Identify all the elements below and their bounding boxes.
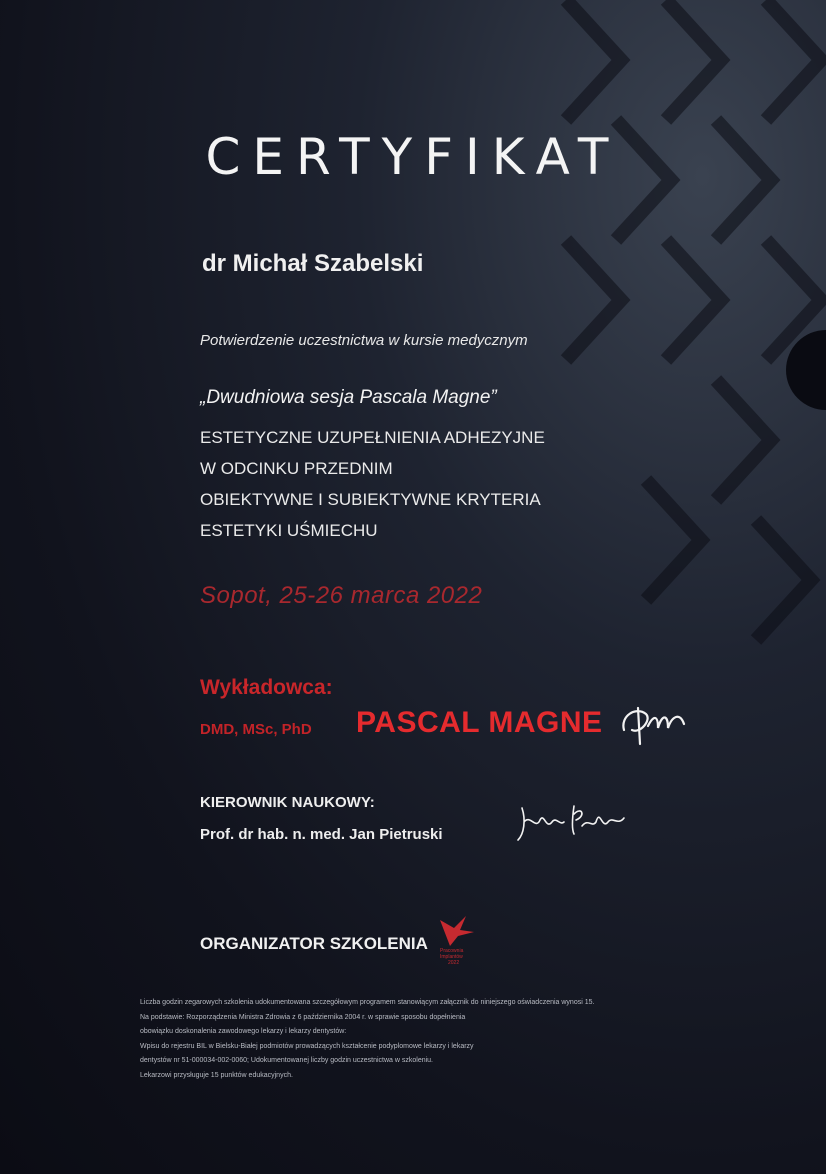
course-topic-line: ESTETYCZNE UZUPEŁNIENIA ADHEZYJNE xyxy=(200,428,545,447)
fine-print-line: Lekarzowi przysługuje 15 punktów edukacyjnych. xyxy=(140,1071,293,1079)
course-topic-line: ESTETYKI UŚMIECHU xyxy=(200,521,378,540)
organizer-logo-text: 2022 xyxy=(448,960,460,966)
lecturer-signature xyxy=(618,700,690,746)
fine-print xyxy=(140,996,760,1083)
scientific-head-signature xyxy=(512,800,630,844)
fine-print-line: dentystów nr 51-000034-002-0060; Udokumentowanej liczby godzin uczestnictwa w szkoleniu. xyxy=(140,1057,433,1064)
course-topics xyxy=(200,422,545,546)
organizer-logo-text: Implantów xyxy=(440,954,463,960)
course-topic-line: OBIEKTYWNE I SUBIEKTYWNE KRYTERIA xyxy=(200,490,541,509)
lecturer-degrees: DMD, MSc, PhD xyxy=(200,721,312,738)
fine-print-line: Na podstawie: Rozporządzenia Ministra Zdrowia z 6 października 2004 r. w sprawie sposobu dopełnienia xyxy=(140,1013,466,1021)
recipient-name: dr Michał Szabelski xyxy=(202,250,424,277)
fine-print-line: Wpisu do rejestru BIL w Bielsku-Białej podmiotów prowadzących kształcenie podyplomowe lekarzy i lekarzy xyxy=(140,1042,474,1050)
course-title: „Dwudniowa sesja Pascala Magne” xyxy=(200,387,497,408)
organizer-logo-text: Pracownia xyxy=(440,948,464,954)
organizer-logo xyxy=(436,912,480,968)
lecturer-label: Wykładowca: xyxy=(200,676,333,699)
place-and-date: Sopot, 25-26 marca 2022 xyxy=(200,582,483,609)
course-topic-line: W ODCINKU PRZEDNIM xyxy=(200,459,393,478)
participation-confirmation: Potwierdzenie uczestnictwa w kursie medycznym xyxy=(200,332,528,349)
scientific-head-label: KIEROWNIK NAUKOWY: xyxy=(200,794,375,811)
fine-print-line: obowiązku doskonalenia zawodowego lekarzy i lekarzy dentystów: xyxy=(140,1028,347,1035)
certificate-title: CERTYFIKAT xyxy=(205,128,621,186)
fine-print-line: Liczba godzin zegarowych szkolenia udokumentowana szczegółowym programem stanowiącym załącznik do niniejszego oświadczenia wynosi 15. xyxy=(140,999,595,1006)
lecturer-name: PASCAL MAGNE xyxy=(356,706,603,739)
organizer-label: ORGANIZATOR SZKOLENIA xyxy=(200,934,428,953)
scientific-head-name: Prof. dr hab. n. med. Jan Pietruski xyxy=(200,826,443,843)
